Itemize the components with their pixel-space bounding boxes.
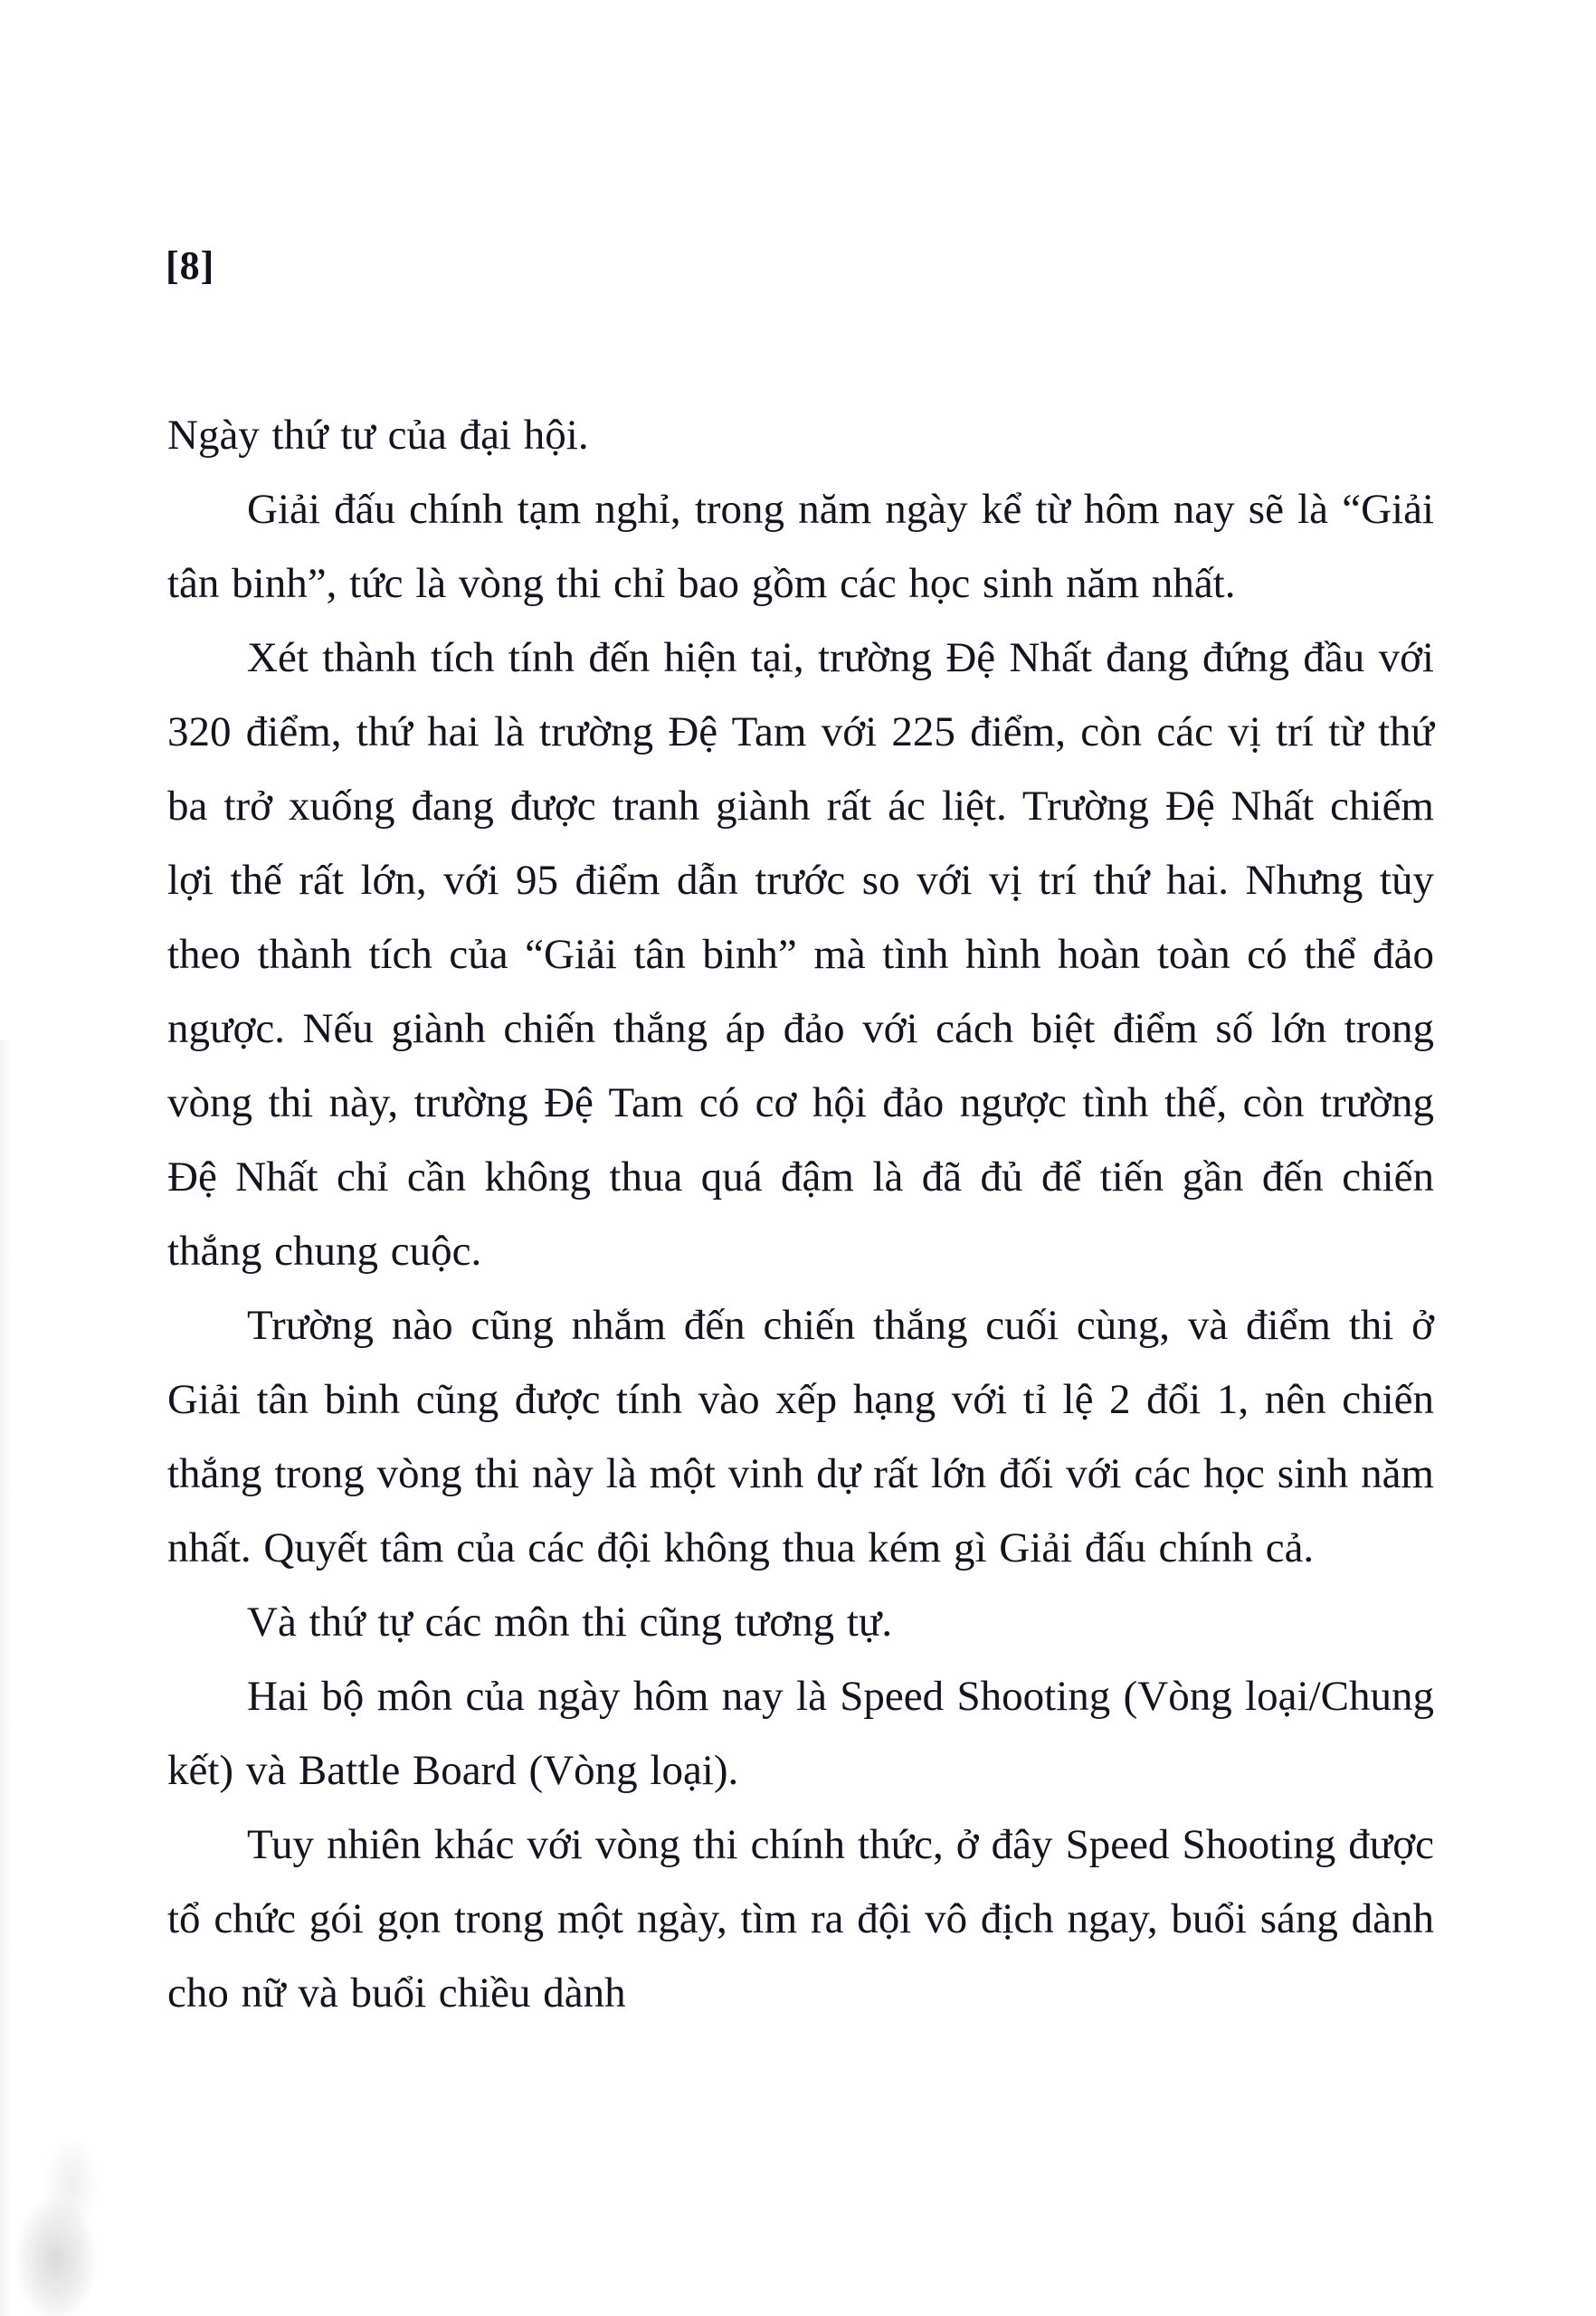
paragraph: Xét thành tích tính đến hiện tại, trường Đệ Nhất đang đứng đầu với 320 điểm, thứ hai là trường Đệ Tam với 225 điểm, còn các vị trí từ thứ ba trở xuống đang được tranh giành rất ác liệt. Trường Đệ Nhất chiếm lợi thế rất lớn, với 95 điểm dẫn trước so với vị trí thứ hai. Nhưng tùy theo thành tích của “Giải tân binh” mà tình hình hoàn toàn có thể đảo ngược. Nếu giành chiến thắng áp đảo với cách biệt điểm số lớn trong vòng thi này, trường Đệ Tam có cơ hội đảo ngược tình thế, còn trường Đệ Nhất chỉ cần không thua quá đậm là đã đủ để tiến gần đến chiến thắng chung cuộc.: [167, 634, 1434, 1275]
page-body: [167, 398, 1434, 2030]
paragraph: Hai bộ môn của ngày hôm nay là Speed Shooting (Vòng loại/Chung kết) và Battle Board (Vòng loại).: [167, 1673, 1434, 1794]
page-number: [8]: [166, 243, 215, 288]
paragraph: Trường nào cũng nhắm đến chiến thắng cuối cùng, và điểm thi ở Giải tân binh cũng được tính vào xếp hạng với tỉ lệ 2 đổi 1, nên chiến thắng trong vòng thi này là một vinh dự rất lớn đối với các học sinh năm nhất. Quyết tâm của các đội không thua kém gì Giải đấu chính cả.: [167, 1302, 1434, 1571]
scan-smudge-artifact: [16, 2126, 116, 2316]
paragraph: Ngày thứ tư của đại hội.: [167, 412, 589, 459]
scan-edge-artifact: [0, 1040, 13, 2316]
paragraph: Và thứ tự các môn thi cũng tương tự.: [247, 1599, 893, 1646]
paragraph: Tuy nhiên khác với vòng thi chính thức, ở đây Speed Shooting được tổ chức gói gọn trong một ngày, tìm ra đội vô địch ngay, buổi sáng dành cho nữ và buổi chiều dành: [167, 1821, 1434, 2017]
paragraph: Giải đấu chính tạm nghỉ, trong năm ngày kể từ hôm nay sẽ là “Giải tân binh”, tức là vòng thi chỉ bao gồm các học sinh năm nhất.: [167, 486, 1434, 607]
